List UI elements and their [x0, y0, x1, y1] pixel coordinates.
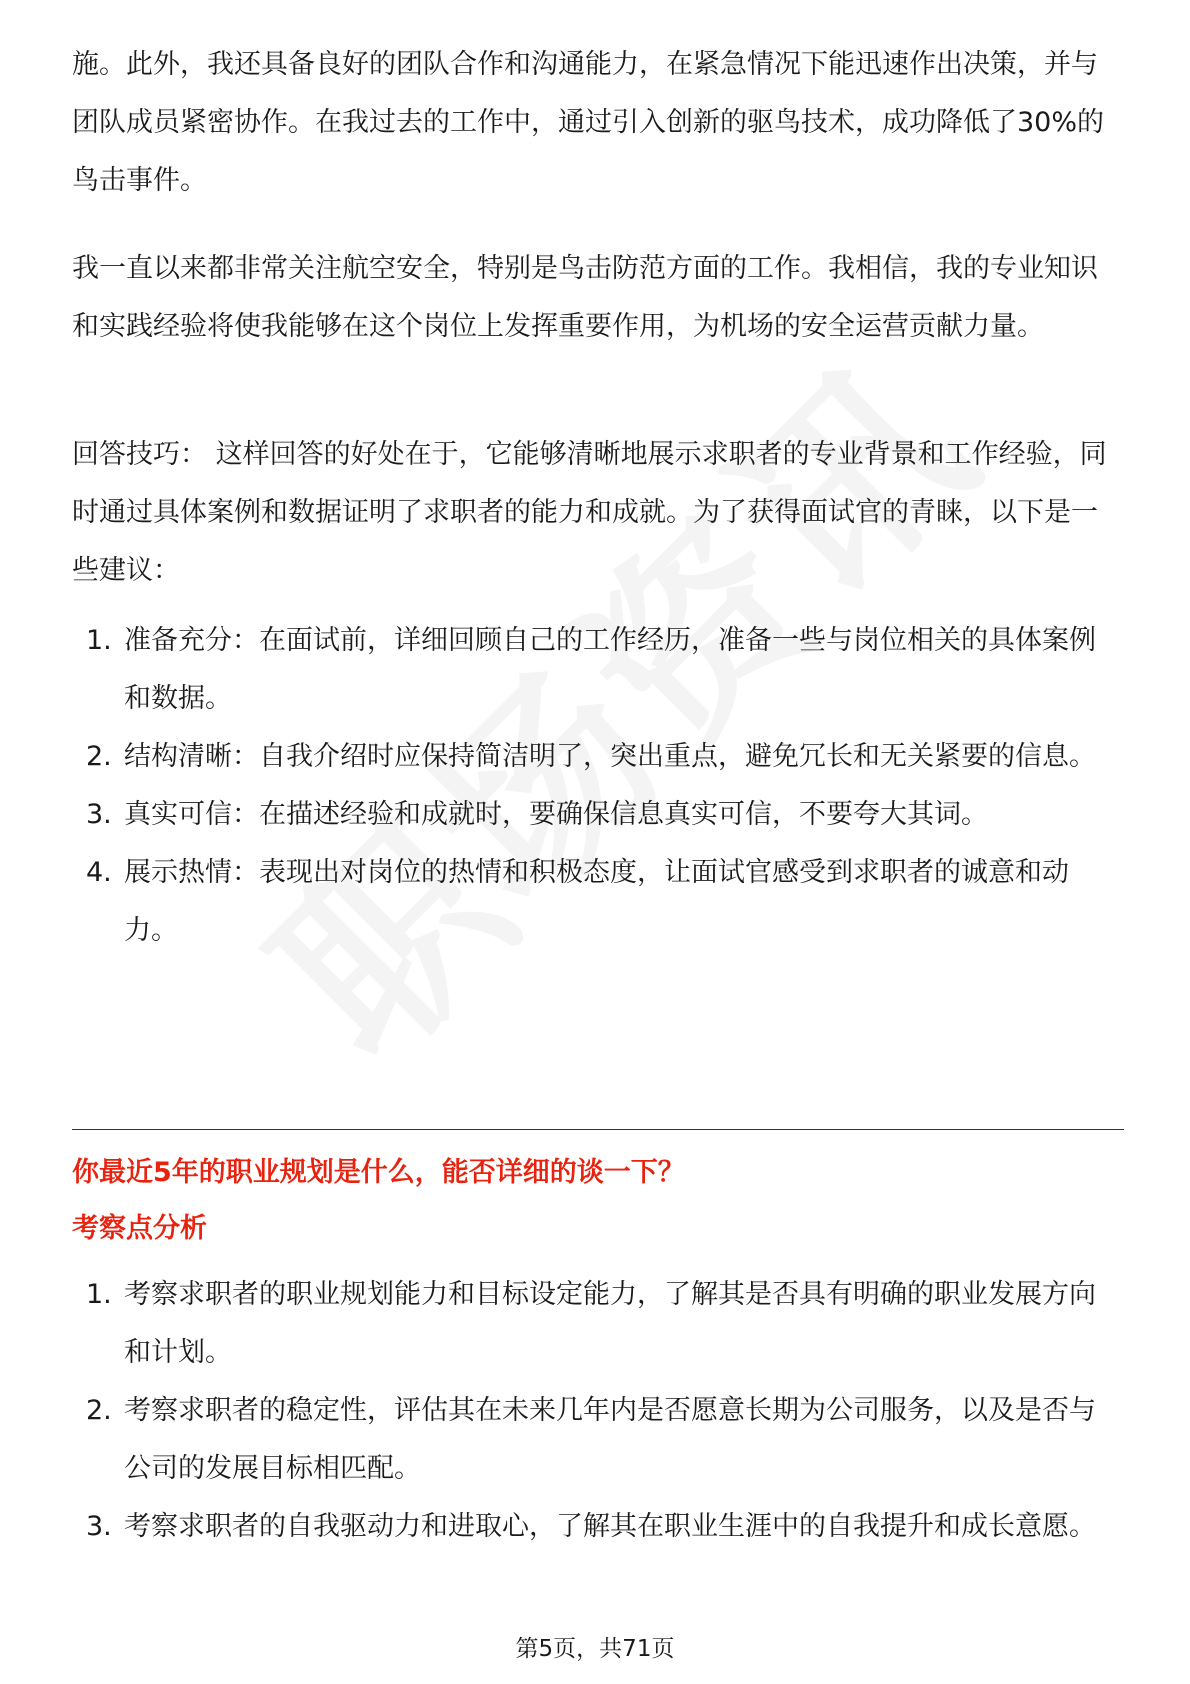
paragraph-motivation: 我一直以来都非常关注航空安全，特别是鸟击防范方面的工作。我相信，我的专业知识和实践经验将使我能够在这个岗位上发挥重要作用，为机场的安全运营贡献力量。	[72, 253, 1098, 342]
list-number: 3.	[86, 1511, 112, 1542]
list-text: 考察求职者的自我驱动力和进取心，了解其在职业生涯中的自我提升和成长意愿。	[124, 1511, 1096, 1542]
paragraph-answer-tips: 回答技巧： 这样回答的好处在于，它能够清晰地展示求职者的专业背景和工作经验，同时通过具体案例和数据证明了求职者的能力和成就。为了获得面试官的青睐，以下是一些建议：	[72, 439, 1107, 586]
question-heading: 你最近5年的职业规划是什么，能否详细的谈一下？	[72, 1157, 685, 1188]
list-number: 1.	[86, 1279, 112, 1310]
list-text: 考察求职者的职业规划能力和目标设定能力，了解其是否具有明确的职业发展方向和计划。	[124, 1279, 1096, 1368]
list-text: 考察求职者的稳定性，评估其在未来几年内是否愿意长期为公司服务，以及是否与公司的发展目标相匹配。	[124, 1395, 1096, 1484]
list-item	[72, 728, 1120, 786]
list-text: 结构清晰：自我介绍时应保持简洁明了，突出重点，避免冗长和无关紧要的信息。	[124, 741, 1096, 772]
list-item	[72, 1382, 1120, 1498]
list-text: 展示热情：表现出对岗位的热情和积极态度，让面试官感受到求职者的诚意和动力。	[124, 857, 1069, 946]
paragraph-experience: 施。此外，我还具备良好的团队合作和沟通能力，在紧急情况下能迅速作出决策，并与团队成员紧密协作。在我过去的工作中，通过引入创新的驱鸟技术，成功降低了30%的鸟击事件。	[72, 49, 1105, 196]
list-item	[72, 844, 1120, 960]
list-number: 1.	[86, 625, 112, 656]
list-number: 2.	[86, 1395, 112, 1426]
list-number: 3.	[86, 799, 112, 830]
list-item	[72, 1498, 1120, 1556]
list-item	[72, 612, 1120, 728]
list-text: 准备充分：在面试前，详细回顾自己的工作经历，准备一些与岗位相关的具体案例和数据。	[124, 625, 1096, 714]
analysis-heading: 考察点分析	[72, 1213, 207, 1244]
list-number: 4.	[86, 857, 112, 888]
analysis-list	[72, 1266, 1120, 1556]
list-text: 真实可信：在描述经验和成就时，要确保信息真实可信，不要夸大其词。	[124, 799, 988, 830]
list-item	[72, 1266, 1120, 1382]
list-number: 2.	[86, 741, 112, 772]
section-divider	[72, 1129, 1124, 1130]
list-item	[72, 786, 1120, 844]
page-number: 第5页，共71页	[515, 1636, 675, 1662]
tips-list	[72, 612, 1120, 960]
